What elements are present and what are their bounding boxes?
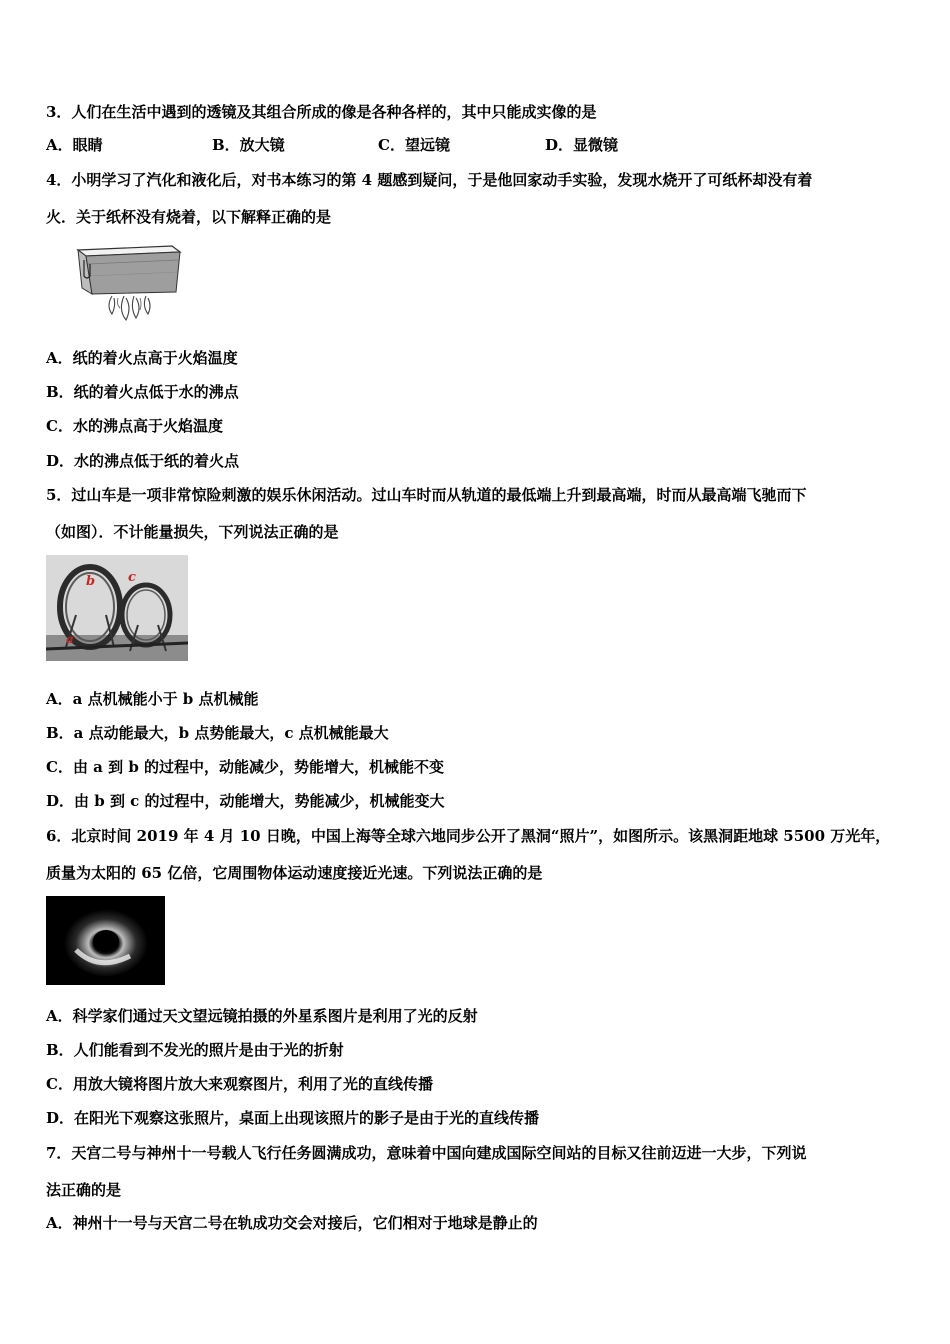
- q3-option-a: A．眼睛: [46, 136, 103, 154]
- q4-option-d: D．水的沸点低于纸的着火点: [46, 452, 240, 470]
- q7-stem-line1: 7．天宫二号与神州十一号载人飞行任务圆满成功，意味着中国向建成国际空间站的目标又往前迈进一大步，下列说: [46, 1144, 807, 1162]
- q3-option-b: B．放大镜: [212, 136, 285, 154]
- roller-coaster-loop-photo: [46, 555, 188, 661]
- q3-stem: 3．人们在生活中遇到的透镜及其组合所成的像是各种各样的，其中只能成实像的是: [46, 103, 597, 121]
- q7-stem-line2: 法正确的是: [46, 1181, 122, 1199]
- q4-stem-line2: 火．关于纸杯没有烧着，以下解释正确的是: [46, 208, 332, 226]
- black-hole-figure: [46, 896, 165, 985]
- q6-stem-line1: 6．北京时间 2019 年 4 月 10 日晚，中国上海等全球六地同步公开了黑洞“照片”，如图所示。该黑洞距地球 5500 万光年，: [46, 827, 891, 845]
- q4-option-c: C．水的沸点高于火焰温度: [46, 417, 223, 435]
- q3-option-c: C．望远镜: [378, 136, 450, 154]
- q4-stem-line1: 4．小明学习了汽化和液化后，对书本练习的第 4 题感到疑问，于是他回家动手实验，发现水烧开了可纸杯却没有着: [46, 171, 813, 189]
- q6-stem-line2: 质量为太阳的 65 亿倍，它周围物体运动速度接近光速。下列说法正确的是: [46, 864, 543, 882]
- label-b: b: [86, 574, 96, 589]
- q6-option-c: C．用放大镜将图片放大来观察图片，利用了光的直线传播: [46, 1075, 433, 1093]
- roller-coaster-figure: [46, 555, 188, 661]
- paper-cup-over-flame-illustration: [72, 242, 184, 326]
- q3-option-d: D．显微镜: [545, 136, 619, 154]
- q7-option-a: A．神州十一号与天宫二号在轨成功交会对接后，它们相对于地球是静止的: [46, 1214, 538, 1232]
- q5-option-b: B．a 点动能最大，b 点势能最大，c 点机械能最大: [46, 724, 389, 742]
- q6-option-a: A．科学家们通过天文望远镜拍摄的外星系图片是利用了光的反射: [46, 1007, 478, 1025]
- q5-option-d: D．由 b 到 c 的过程中，动能增大，势能减少，机械能变大: [46, 792, 445, 810]
- label-c: c: [128, 570, 136, 585]
- q5-stem-line2: （如图）．不计能量损失，下列说法正确的是: [46, 523, 339, 541]
- q6-option-d: D．在阳光下观察这张照片，桌面上出现该照片的影子是由于光的直线传播: [46, 1109, 540, 1127]
- q5-option-a: A．a 点机械能小于 b 点机械能: [46, 690, 259, 708]
- q4-option-a: A．纸的着火点高于火焰温度: [46, 349, 238, 367]
- black-hole-photo: [46, 896, 165, 985]
- q6-option-b: B．人们能看到不发光的照片是由于光的折射: [46, 1041, 344, 1059]
- paper-cup-figure: [72, 242, 184, 326]
- label-a: a: [66, 632, 74, 646]
- q4-option-b: B．纸的着火点低于水的沸点: [46, 383, 239, 401]
- q5-stem-line1: 5．过山车是一项非常惊险刺激的娱乐休闲活动。过山车时而从轨道的最低端上升到最高端，时而从最高端飞驰而下: [46, 486, 807, 504]
- q5-option-c: C．由 a 到 b 的过程中，动能减少，势能增大，机械能不变: [46, 758, 445, 776]
